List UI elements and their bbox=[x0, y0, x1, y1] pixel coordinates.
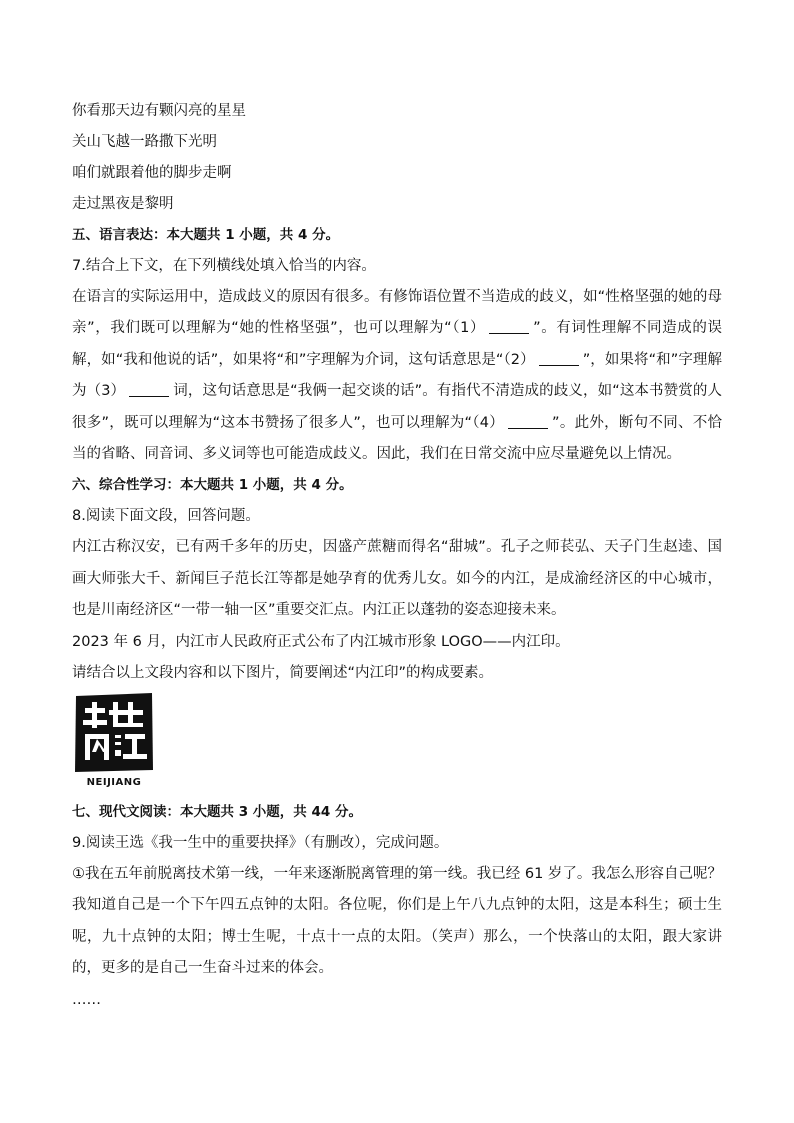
q7-text-5: ”。此外，断句不同、不恰当的省略、同音词、多义词等也可能造成歧义。因此，我们在日常交流中应尽量避免以上情况。 bbox=[72, 414, 722, 463]
document-page bbox=[72, 96, 722, 689]
q7-text-3: ”，如果将“和”字理解为（3） bbox=[72, 351, 722, 400]
question-7-body bbox=[72, 282, 722, 470]
question-9-body bbox=[72, 859, 722, 1016]
answer-blank-1[interactable] bbox=[489, 318, 529, 334]
question-9-prompt: 9.阅读王选《我一生中的重要抉择》（有删改），完成问题。 bbox=[72, 835, 449, 851]
neijiang-logo bbox=[73, 690, 155, 790]
q7-text-1: 在语言的实际运用中，造成歧义的原因有很多。有修饰语位置不当造成的歧义，如“性格坚强的她的母亲”，我们既可以理解为“她的性格坚强”，也可以理解为“（1） bbox=[72, 289, 722, 337]
lyric-line: 走过黑夜是黎明 bbox=[72, 196, 174, 212]
section-6-heading: 六、综合性学习：本大题共 1 小题，共 4 分。 bbox=[72, 477, 353, 494]
q9-paragraph-1: ①我在五年前脱离技术第一线，一年来逐渐脱离管理的第一线。我已经 61 岁了。我怎么形容自己呢？我知道自己是一个下午四五点钟的太阳。各位呢，你们是上午八九点钟的太阳，这是本科生；硕士生呢，九十点钟的太阳；博士生呢，十点十一点的太阳。（笑声）那么，一个快落山的太阳，跟大家讲的，更多的是自己一生奋斗过来的体会。 bbox=[72, 866, 722, 977]
neijiang-seal-icon bbox=[73, 690, 155, 776]
question-8-body bbox=[72, 532, 722, 689]
q8-paragraph-1: 内江古称汉安，已有两千多年的历史，因盛产蔗糖而得名“甜城”。孔子之师苌弘、天子门生赵逵、国画大师张大千、新闻巨子范长江等都是她孕育的优秀儿女。如今的内江，是成渝经济区的中心城市，也是川南经济区“一带一轴一区”重要交汇点。内江正以蓬勃的姿态迎接未来。 bbox=[72, 539, 722, 619]
q8-paragraph-2: 2023 年 6 月，内江市人民政府正式公布了内江城市形象 LOGO——内江印。 bbox=[72, 633, 570, 650]
q7-text-4: 词，这句话意思是“我俩一起交谈的话”。有指代不清造成的歧义，如“这本书赞赏的人很多”，既可以理解为“这本书赞扬了很多人”，也可以理解为“（4） bbox=[72, 383, 722, 431]
logo-caption: NEIJIANG bbox=[86, 777, 142, 788]
document-page-lower bbox=[72, 797, 722, 1016]
section-5-heading: 五、语言表达：本大题共 1 小题，共 4 分。 bbox=[72, 227, 340, 243]
answer-blank-2[interactable] bbox=[539, 350, 579, 366]
answer-blank-4[interactable] bbox=[508, 413, 548, 429]
answer-blank-3[interactable] bbox=[129, 381, 169, 397]
q9-ellipsis: …… bbox=[72, 991, 101, 1008]
question-8-prompt: 8.阅读下面文段，回答问题。 bbox=[72, 508, 260, 525]
lyric-line: 你看那天边有颗闪亮的星星 bbox=[72, 103, 246, 119]
lyric-line: 咱们就跟着他的脚步走啊 bbox=[72, 165, 232, 181]
lyric-line: 关山飞越一路撒下光明 bbox=[72, 134, 217, 150]
q7-text-2: ”。有词性理解不同造成的误解，如“我和他说的话”，如果将“和”字理解为介词，这句话意思是“（2） bbox=[72, 320, 722, 368]
question-7-prompt: 7.结合上下文，在下列横线处填入恰当的内容。 bbox=[72, 258, 376, 274]
section-7-heading: 七、现代文阅读：本大题共 3 小题，共 44 分。 bbox=[72, 804, 362, 820]
q8-paragraph-3: 请结合以上文段内容和以下图片，简要阐述“内江印”的构成要素。 bbox=[72, 665, 494, 682]
